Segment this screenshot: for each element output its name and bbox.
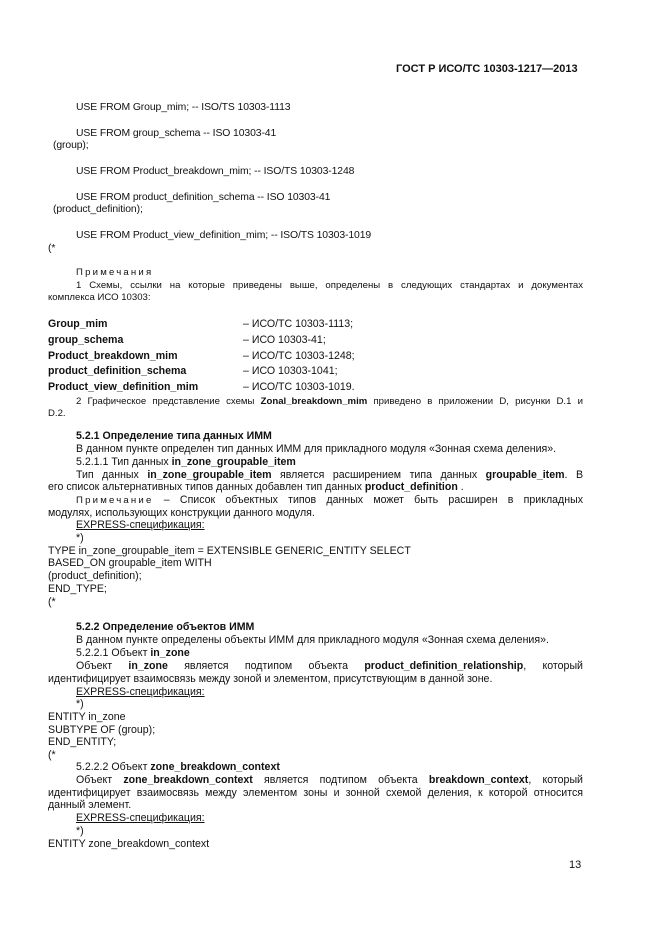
entity-2-description-line-3: данный элемент. [48, 799, 132, 811]
code-line: END_TYPE; [48, 583, 107, 595]
section-5-2-2-text: В данном пункте определены объекты ИММ для прикладного модуля «Зонная схема деления». [76, 634, 549, 646]
comment-close: *) [76, 698, 84, 710]
entity-2-description-line-1: Объект zone_breakdown_context является подтипом объекта breakdown_context, который [76, 774, 583, 786]
page-number: 13 [569, 859, 582, 871]
schema-ref: – ИСО/ТС 10303-1113; [243, 318, 354, 330]
section-5-2-1-text: В данном пункте определен тип данных ИММ для прикладного модуля «Зонная схема деления». [76, 443, 557, 455]
use-from-line: USE FROM Product_view_definition_mim; -- ISO/TS 10303-1019 [76, 230, 372, 241]
express-spec-label: EXPRESS-спецификация: [76, 812, 205, 824]
note-1-line-1: 1 Схемы, ссылки на которые приведены выше, определены в следующих стандартах и документах [76, 280, 583, 291]
note-2-line-1: 2 Графическое представление схемы Zonal_breakdown_mim приведено в приложении D, рисунки D.1 и [76, 396, 583, 407]
use-from-continuation: (group); [53, 140, 89, 151]
code-line: TYPE in_zone_groupable_item = EXTENSIBLE GENERIC_ENTITY SELECT [48, 545, 411, 557]
comment-open: (* [48, 596, 56, 608]
note-1-line-2: комплекса ИСО 10303: [48, 292, 151, 303]
schema-ref: – ИСО/ТС 10303-1019. [243, 381, 355, 393]
section-5-2-1-title: 5.2.1 Определение типа данных ИММ [76, 430, 272, 442]
subsection-5-2-2-2-title: 5.2.2.2 Объект zone_breakdown_context [76, 761, 280, 773]
inline-note-line-1: Примечание – Список объектных типов данных может быть расширен в прикладных [76, 494, 583, 506]
schema-name: product_definition_schema [48, 365, 187, 377]
type-description-line-2: его список альтернативных типов данных добавлен тип данных product_definition . [48, 481, 464, 493]
use-from-line: USE FROM Product_breakdown_mim; -- ISO/TS 10303-1248 [76, 166, 355, 177]
entity-2-description-line-2: идентифицирует взаимосвязь между элементом зоны и зонной схемой деления, к которой относится [48, 787, 583, 799]
comment-open: (* [48, 243, 56, 254]
code-line: ENTITY in_zone [48, 711, 126, 723]
code-line: ENTITY zone_breakdown_context [48, 838, 210, 850]
subsection-5-2-1-1-title: 5.2.1.1 Тип данных in_zone_groupable_item [76, 456, 296, 468]
express-spec-label: EXPRESS-спецификация: [76, 686, 205, 698]
schema-name: Group_mim [48, 318, 108, 330]
schema-ref: – ИСО 10303-41; [243, 334, 326, 346]
code-line: BASED_ON groupable_item WITH [48, 557, 212, 569]
entity-description-line-2: идентифицирует взаимосвязь между зоной и элементом, присутствующим в данной зоне. [48, 673, 493, 685]
express-spec-label: EXPRESS-спецификация: [76, 519, 205, 531]
comment-open: (* [48, 749, 56, 761]
inline-note-line-2: модулях, использующих конструкции данного модуля. [48, 507, 315, 519]
schema-ref: – ИСО/ТС 10303-1248; [243, 350, 355, 362]
code-line: (product_definition); [48, 570, 142, 582]
schema-reference: Zonal_breakdown_mim [260, 396, 368, 407]
schema-ref: – ИСО 10303-1041; [243, 365, 338, 377]
subsection-5-2-2-1-title: 5.2.2.1 Объект in_zone [76, 647, 190, 659]
comment-close: *) [76, 532, 84, 544]
schema-name: group_schema [48, 334, 124, 346]
notes-title: Примечания [76, 267, 154, 278]
use-from-line: USE FROM group_schema -- ISO 10303-41 [76, 128, 277, 139]
section-5-2-2-title: 5.2.2 Определение объектов ИММ [76, 621, 255, 633]
schema-name: Product_breakdown_mim [48, 350, 178, 362]
document-header: ГОСТ Р ИСО/ТС 10303-1217—2013 [396, 63, 578, 75]
comment-close: *) [76, 825, 84, 837]
code-line: END_ENTITY; [48, 736, 117, 748]
use-from-continuation: (product_definition); [53, 204, 143, 215]
entity-description-line-1: Объект in_zone является подтипом объекта product_definition_relationship, который [76, 660, 583, 672]
schema-name: Product_view_definition_mim [48, 381, 199, 393]
code-line: SUBTYPE OF (group); [48, 724, 156, 736]
note-2-line-2: D.2. [48, 408, 66, 419]
type-description-line-1: Тип данных in_zone_groupable_item является расширением типа данных groupable_item. В [76, 469, 584, 481]
use-from-line: USE FROM Group_mim; -- ISO/TS 10303-1113 [76, 102, 291, 113]
use-from-line: USE FROM product_definition_schema -- ISO 10303-41 [76, 192, 331, 203]
